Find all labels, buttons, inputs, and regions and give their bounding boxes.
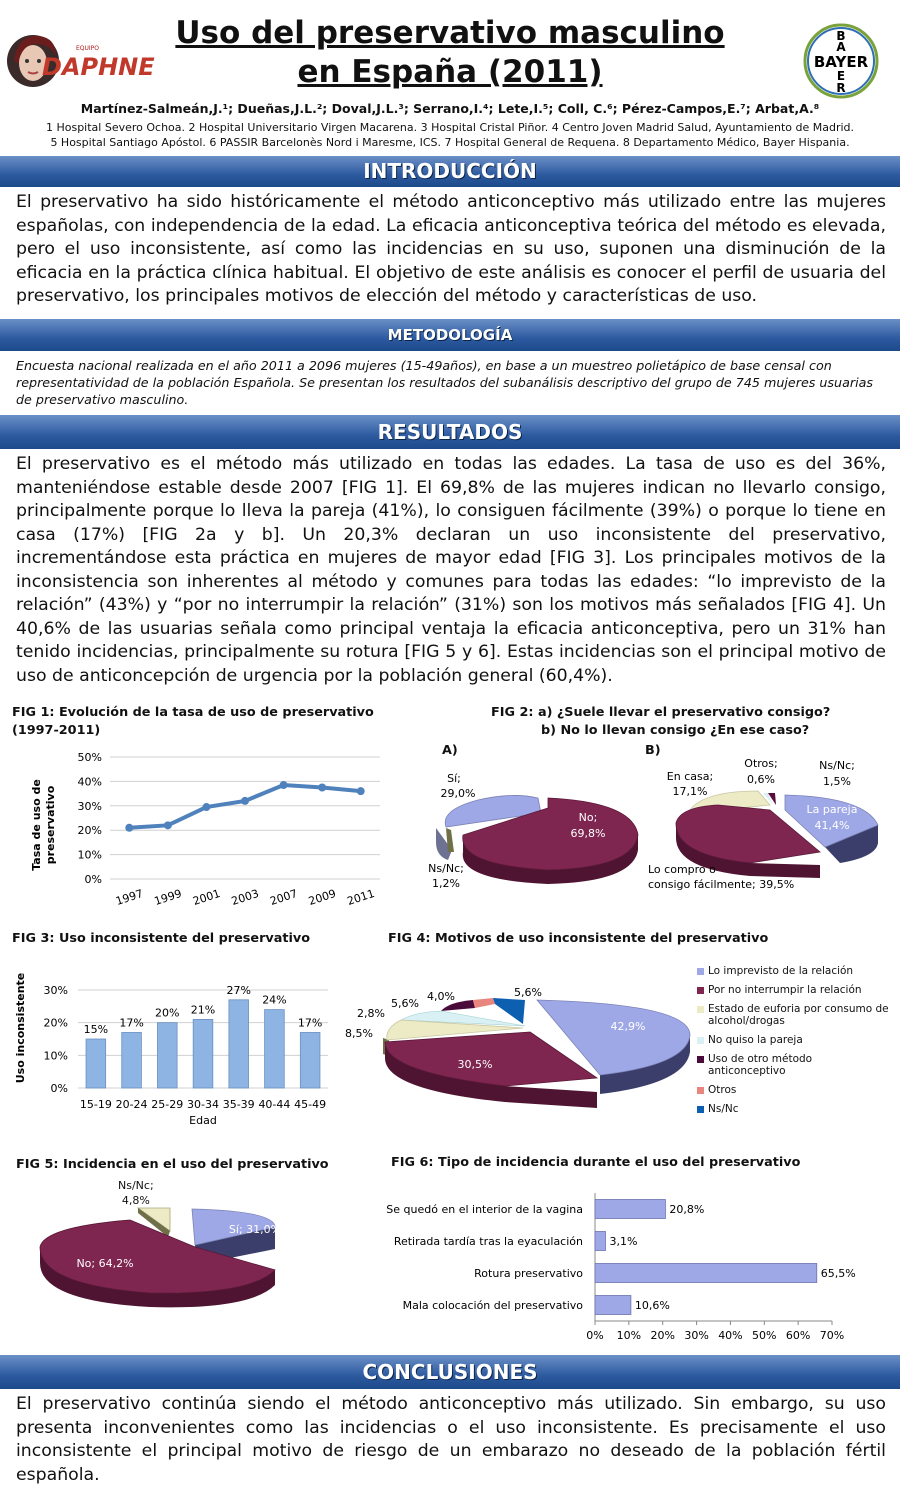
fig3-xtick-label: 30-34 [187, 1098, 219, 1111]
fig1-line-chart [10, 745, 390, 920]
fig3-ytick-label: 30% [43, 984, 68, 997]
fig4-label-nsnc: 5,6% [514, 986, 542, 999]
fig6-value-label: 10,6% [634, 1299, 670, 1312]
fig2b-label-casa-1: En casa; [666, 770, 714, 783]
fig2-label-a: A) [442, 743, 458, 758]
fig4-label-euforia: 8,5% [345, 1027, 373, 1040]
fig3-xlabel: Edad [189, 1114, 217, 1127]
affiliations [0, 120, 900, 150]
fig3-value-label: 20% [155, 1006, 180, 1020]
fig3-bar [157, 1023, 177, 1088]
fig4-legend-label: Lo imprevisto de la relación [708, 965, 854, 977]
fig1-data-point [202, 803, 210, 811]
fig2b-pie-chart [640, 755, 900, 900]
fig5-label-si: Sí; 31,0% [228, 1223, 282, 1236]
fig6-xtick-label: 50% [752, 1329, 777, 1342]
fig3-value-label: 21% [190, 1003, 216, 1017]
fig1-ytick-label: 10% [77, 848, 102, 862]
fig3-value-label: 17% [119, 1016, 144, 1030]
fig6-category-label: Mala colocación del preservativo [402, 1299, 583, 1312]
fig2b-label-nsnc-1: Ns/Nc; [819, 759, 855, 772]
fig5-pie-chart [30, 1175, 330, 1310]
fig4-slice-otros [473, 998, 495, 1008]
fig5-label-no: No; 64,2% [76, 1257, 134, 1270]
fig3-xtick-label: 35-39 [222, 1098, 255, 1111]
svg-text:EQUIPO: EQUIPO [76, 45, 100, 52]
fig3-bar [193, 1019, 213, 1088]
fig6-category-label: Rotura preservativo [474, 1267, 583, 1280]
fig1-data-point [318, 784, 326, 792]
fig6-category-label: Retirada tardía tras la eyaculación [393, 1235, 583, 1248]
fig1-ytick-label: 50% [77, 751, 102, 764]
fig4-legend-swatch [697, 968, 704, 975]
fig4-title: FIG 4: Motivos de uso inconsistente del preservativo [388, 931, 769, 946]
affiliations-line1: 1 Hospital Severo Ochoa. 2 Hospital Universitario Virgen Macarena. 3 Hospital Cristal Piñor. 4 Centro Joven Madrid Salud, Ayuntamiento de Madrid. [45, 121, 855, 134]
fig3-bar [122, 1032, 142, 1088]
fig2a-label-si-1: Sí; [447, 772, 461, 785]
fig6-xtick-label: 30% [684, 1329, 709, 1342]
results-text: El preservativo es el método más utilizado en todas las edades. La tasa de uso es del 36%, manteniéndose estable desde 2007 [FIG 1]. El 69,8% de las mujeres indican no llevarlo consigo, principalmente porque lo lleva la pareja (41%), lo consiguen fácilmente (39%) o porque lo tiene en casa (17%) [FIG 2a y b]. Un 20,3% declaran un uso inconsistente del preservativo, incrementándose esta práctica en mujeres de mayor edad [FIG 3]. Los principales motivos de la inconsistencia son inherentes al método y comunes para todas las edades: “lo imprevisto de la relación” (43%) y “por no interrumpir la relación” (31%) son los motivos más señalados [FIG 4]. Un 40,6% de las usuarias señala como principal ventaja la eficacia anticonceptiva, pero un 31% han tenido incidencias, principalmente su rotura [FIG 5 y 6]. Estas incidencias son el principal motivo de uso de anticoncepción de urgencia por la población general (60,4%). [16, 454, 886, 686]
fig3-value-label: 24% [262, 993, 287, 1007]
fig1-data-point [280, 781, 288, 789]
fig3-ytick-label: 20% [43, 1016, 68, 1030]
fig4-label-otro-metodo: 5,6% [391, 997, 419, 1010]
fig2a-label-nsnc-2: 1,2% [432, 877, 460, 890]
fig2-label-b: B) [645, 743, 661, 758]
fig6-bar [595, 1296, 631, 1315]
fig6-bar [595, 1232, 605, 1251]
fig3-xtick-label: 40-44 [258, 1098, 291, 1111]
fig2a-label-no-1: No; [578, 811, 598, 824]
fig4-label-imprevisto: 42,9% [610, 1020, 646, 1033]
fig4-label-interrumpir: 30,5% [457, 1058, 493, 1071]
fig6-value-label: 20,8% [669, 1203, 705, 1216]
fig1-data-point [241, 797, 249, 805]
fig4-legend-label: Por no interrumpir la relación [708, 984, 862, 996]
affiliations-line2: 5 Hospital Santiago Apóstol. 6 PASSIR Barcelonès Nord i Maresme, ICS. 7 Hospital General de Requena. 8 Departamento Médico, Bayer Hispania. [50, 136, 850, 149]
fig1-xtick-label: 2009 [306, 886, 338, 908]
fig3-ytick-label: 10% [43, 1049, 68, 1063]
fig3-bar [265, 1010, 285, 1088]
fig4-legend-label: Otros [708, 1084, 737, 1096]
fig3-xtick-label: 45-49 [294, 1098, 327, 1111]
fig4-legend-swatch [697, 987, 704, 994]
fig3-xtick-label: 25-29 [151, 1098, 184, 1111]
fig1-xtick-label: 2003 [229, 886, 261, 908]
fig2-title-line2: b) No lo llevan consigo ¿En ese caso? [541, 723, 810, 738]
fig4-legend-item [697, 1034, 892, 1046]
fig6-value-label: 3,1% [609, 1235, 638, 1248]
fig6-xtick-label: 70% [819, 1329, 845, 1342]
fig6-xtick-label: 60% [785, 1329, 811, 1342]
fig1-xtick-label: 1999 [152, 886, 184, 908]
svg-text:R: R [836, 81, 846, 95]
fig1-ytick-label: 40% [77, 775, 102, 789]
fig4-legend-item [697, 1084, 892, 1096]
fig6-category-label: Se quedó en el interior de la vagina [386, 1203, 583, 1216]
fig3-xtick-label: 20-24 [115, 1098, 148, 1111]
fig6-bar-chart [380, 1185, 880, 1345]
fig4-slice-nsnc [493, 998, 525, 1024]
svg-text:B: B [836, 29, 846, 43]
fig1-ylabel-line1: Tasa de uso de [30, 779, 43, 871]
fig1-ytick-label: 0% [84, 873, 102, 886]
fig6-value-label: 65,5% [820, 1267, 856, 1280]
fig2b-label-compro-1: Lo compro o [648, 863, 716, 876]
fig3-bar [86, 1039, 106, 1088]
fig2b-label-nsnc-2: 1,5% [823, 775, 851, 788]
fig2a-label-nsnc-1: Ns/Nc; [428, 862, 464, 875]
fig4-legend-item [697, 1053, 892, 1077]
intro-text: El preservativo ha sido históricamente el método anticonceptivo más utilizado entre las mujeres españolas, con independencia de la edad. La eficacia anticonceptiva teórica del método es elevada, pero el uso inconsistente, así como las incidencias en su uso, suponen una disminución de la eficacia en la práctica clínica habitual. El objetivo de este análisis es conocer el perfil de usuaria del preservativo, los principales motivos de elección del método y características de uso. [16, 192, 886, 306]
fig2b-label-pareja-1: La pareja [806, 803, 858, 816]
fig2b-label-otros-1: Otros; [744, 757, 778, 770]
poster-title-line2: en España (2011) [297, 54, 603, 90]
svg-text:A: A [836, 40, 846, 54]
fig4-legend-label: Estado de euforia por consumo de alcohol/drogas [708, 1003, 889, 1027]
fig6-xtick-label: 40% [718, 1329, 743, 1342]
fig2b-label-casa-2: 17,1% [672, 785, 708, 798]
fig4-legend-swatch [697, 1037, 704, 1044]
fig2b-label-pareja-2: 41,4% [814, 819, 850, 832]
svg-text:BAYER: BAYER [813, 53, 869, 71]
fig3-ylabel: Uso inconsistente [14, 972, 27, 1084]
fig1-series-line [129, 785, 360, 828]
fig4-legend-swatch [697, 1056, 704, 1063]
fig6-xtick-label: 0% [586, 1329, 604, 1342]
svg-text:E: E [836, 69, 846, 83]
svg-text:DAPHNE: DAPHNE [42, 53, 155, 81]
fig4-legend-swatch [697, 1106, 704, 1113]
fig4-legend-swatch [697, 1006, 704, 1013]
poster-title-line1: Uso del preservativo masculino [175, 15, 725, 51]
fig6-xtick-label: 20% [650, 1329, 675, 1342]
fig4-legend-swatch [697, 1087, 704, 1094]
daphne-logo [6, 30, 155, 92]
fig3-bar-chart [10, 968, 340, 1128]
fig4-legend [697, 965, 892, 1122]
fig2b-label-otros-2: 0,6% [747, 773, 775, 786]
concl-heading: CONCLUSIONES [0, 1355, 900, 1389]
fig1-xtick-label: 2011 [345, 886, 377, 908]
fig1-ytick-label: 20% [77, 824, 102, 838]
fig3-bar [300, 1032, 320, 1088]
fig1-xtick-label: 1997 [114, 886, 145, 908]
fig4-legend-item [697, 984, 892, 996]
fig3-bar [229, 1000, 249, 1088]
fig2a-label-no-2: 69,8% [570, 827, 606, 840]
fig4-pie-chart [345, 980, 695, 1120]
fig2a-label-si-2: 29,0% [440, 787, 476, 800]
fig1-ylabel-line2: preservativo [44, 785, 57, 865]
fig6-xtick-label: 10% [616, 1329, 642, 1342]
fig3-ytick-label: 0% [50, 1082, 68, 1095]
bayer-logo [802, 22, 880, 100]
fig4-legend-label: Uso de otro método anticonceptivo [708, 1053, 813, 1077]
fig1-title-line2: (1997-2011) [12, 723, 101, 738]
fig1-xtick-label: 2001 [191, 886, 222, 908]
fig4-legend-item [697, 1103, 892, 1115]
fig4-legend-label: Ns/Nc [708, 1103, 739, 1115]
fig1-data-point [164, 821, 172, 829]
fig3-xtick-label: 15-19 [79, 1098, 112, 1111]
fig1-xtick-label: 2007 [268, 886, 300, 908]
fig2a-pie-chart [418, 760, 648, 895]
intro-heading: INTRODUCCIÓN [0, 156, 900, 187]
fig6-bar [595, 1200, 665, 1219]
fig1-title [12, 704, 412, 740]
fig2b-label-compro-2: consigo fácilmente; 39,5% [648, 878, 795, 891]
fig1-data-point [357, 787, 365, 795]
fig3-value-label: 15% [83, 1023, 109, 1036]
fig4-label-otros: 4,0% [427, 990, 455, 1003]
fig2-title [491, 704, 891, 740]
fig5-title: FIG 5: Incidencia en el uso del preservativo [16, 1157, 329, 1172]
fig5-label-nsnc: Ns/Nc; 4,8% [118, 1179, 154, 1207]
fig3-title: FIG 3: Uso inconsistente del preservativo [12, 931, 311, 946]
fig3-value-label: 27% [226, 983, 251, 997]
method-text: Encuesta nacional realizada en el año 2011 a 2096 mujeres (15-49años), en base a un muestreo polietápico de base censal con representatividad de la población Española. Se presentan los resultados del subanálisis descriptivo del grupo de 745 mujeres usuarias de preservativo masculino. [16, 358, 873, 407]
concl-text: El preservativo continúa siendo el método anticonceptivo más utilizado. Sin embargo, su uso presenta inconvenientes como las incidencias o el uso inconsistente. Es precisamente el uso inconsistente el principal motivo de riesgo de un embarazo no deseado de la población fértil española. [16, 1394, 886, 1485]
fig3-value-label: 17% [297, 1016, 323, 1030]
fig1-data-point [125, 824, 133, 832]
fig4-legend-label: No quiso la pareja [708, 1034, 803, 1046]
fig4-legend-item [697, 1003, 892, 1027]
fig6-title: FIG 6: Tipo de incidencia durante el uso del preservativo [391, 1155, 801, 1170]
fig1-title-line1: FIG 1: Evolución de la tasa de uso de preservativo [12, 705, 374, 720]
poster-title [150, 14, 750, 92]
fig2-title-line1: FIG 2: a) ¿Suele llevar el preservativo consigo? [491, 705, 831, 720]
fig4-legend-item [697, 965, 892, 977]
fig4-label-no-quiso: 2,8% [357, 1007, 385, 1020]
fig1-ytick-label: 30% [77, 799, 102, 813]
fig6-bar [595, 1264, 817, 1283]
method-heading: METODOLOGÍA [0, 319, 900, 351]
results-heading: RESULTADOS [0, 415, 900, 449]
authors: Martínez-Salmeán,J.¹; Dueñas,J.L.²; Doval,J.L.³; Serrano,I.⁴; Lete,I.⁵; Coll, C.⁶; Pérez-Campos,E.⁷; Arbat,A.⁸ [80, 101, 820, 116]
